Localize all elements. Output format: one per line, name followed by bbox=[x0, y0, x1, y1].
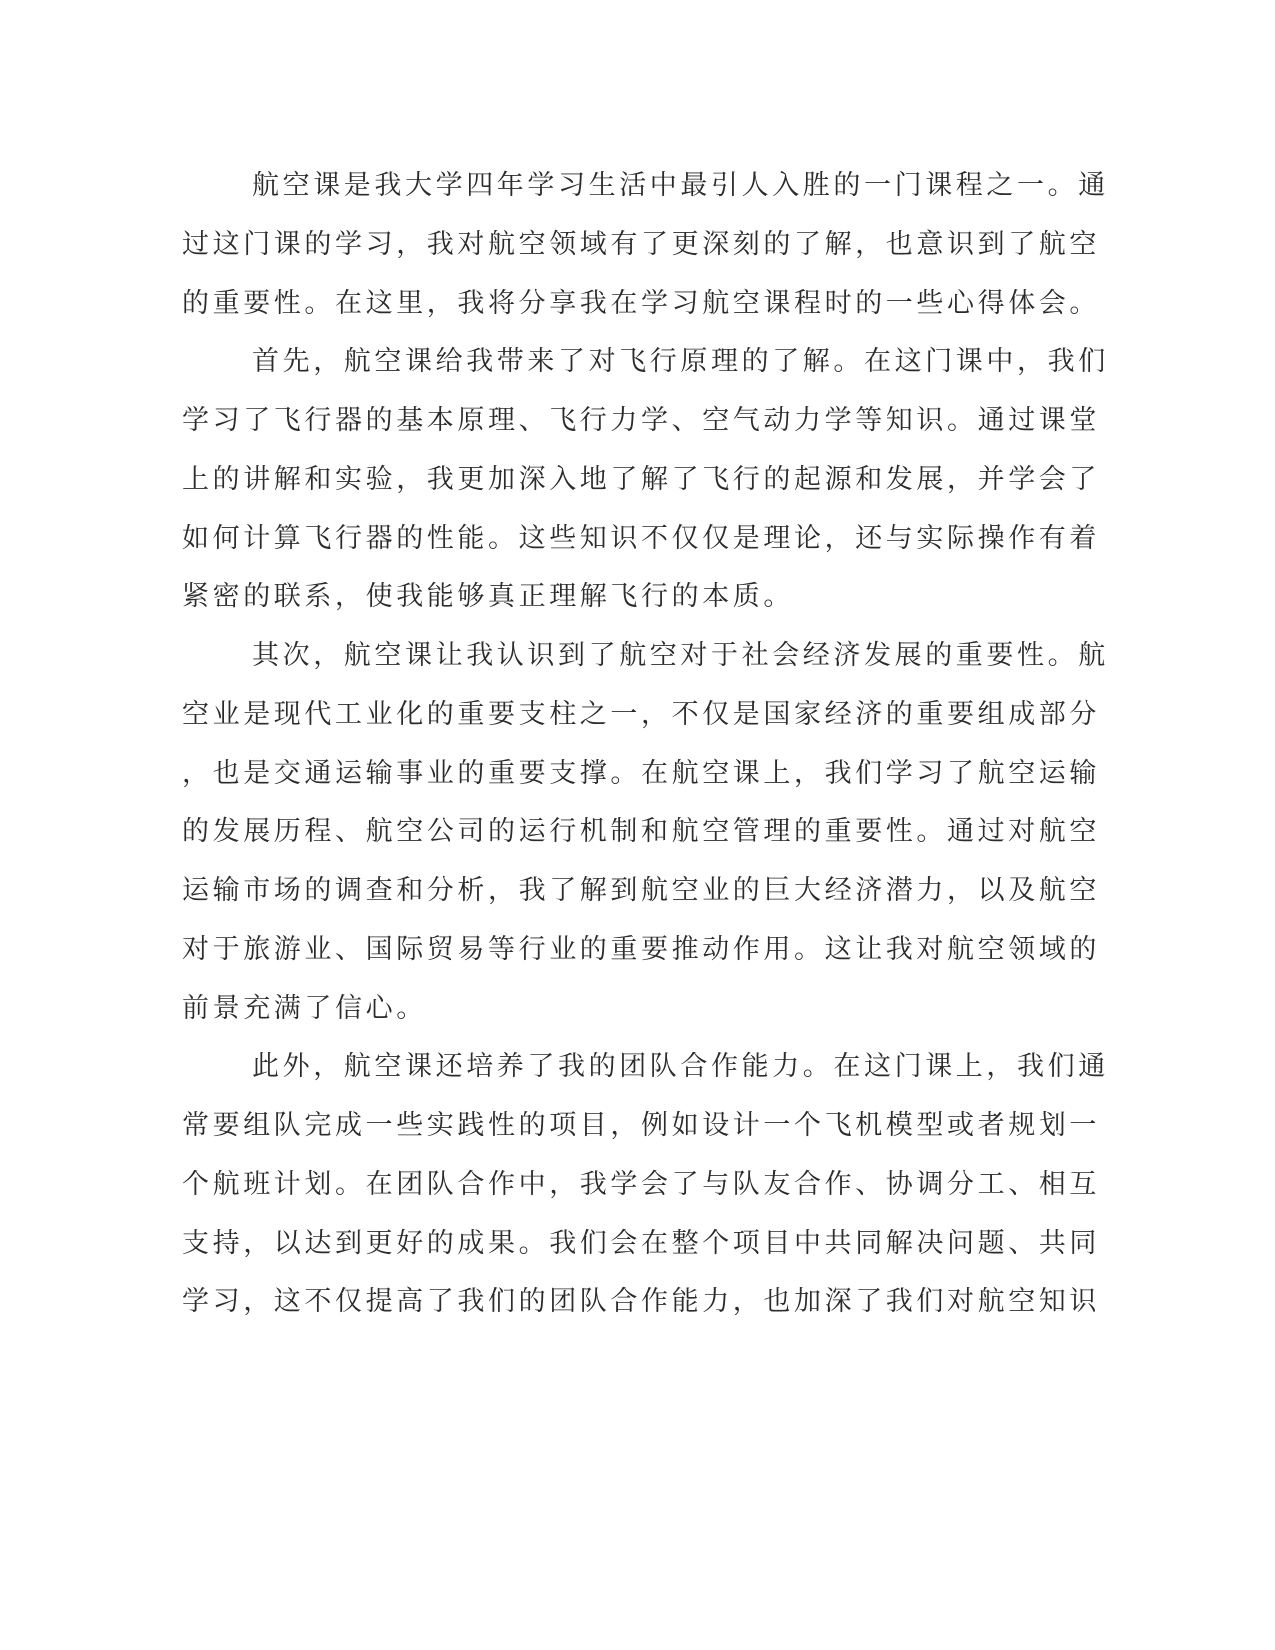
paragraph-3-line-4: 的发展历程、航空公司的运行机制和航空管理的重要性。通过对航空 bbox=[182, 816, 1100, 848]
paragraph-1-line-1: 航空课是我大学四年学习生活中最引人入胜的一门课程之一。通 bbox=[252, 170, 1109, 201]
paragraph-2-line-1: 首先，航空课给我带来了对飞行原理的了解。在这门课中，我们 bbox=[252, 346, 1109, 378]
paragraph-3-line-6: 对于旅游业、国际贸易等行业的重要推动作用。这让我对航空领域的 bbox=[182, 933, 1100, 965]
paragraph-4-line-3: 个航班计划。在团队合作中，我学会了与队友合作、协调分工、相互 bbox=[182, 1168, 1100, 1200]
paragraph-3-line-1: 其次，航空课让我认识到了航空对于社会经济发展的重要性。航 bbox=[252, 640, 1109, 671]
paragraph-4-line-4: 支持，以达到更好的成果。我们会在整个项目中共同解决问题、共同 bbox=[182, 1227, 1100, 1259]
paragraph-3-line-5: 运输市场的调查和分析，我了解到航空业的巨大经济潜力，以及航空 bbox=[182, 875, 1100, 906]
paragraph-3-line-7: 前景充满了信心。 bbox=[182, 992, 427, 1024]
paragraph-2-line-4: 如何计算飞行器的性能。这些知识不仅仅是理论，还与实际操作有着 bbox=[182, 522, 1100, 554]
paragraph-1-line-2: 过这门课的学习，我对航空领域有了更深刻的了解，也意识到了航空 bbox=[182, 228, 1100, 260]
paragraph-3-line-2: 空业是现代工业化的重要支柱之一，不仅是国家经济的重要组成部分 bbox=[182, 698, 1100, 730]
paragraph-3-line-3: ，也是交通运输事业的重要支撑。在航空课上，我们学习了航空运输 bbox=[182, 757, 1100, 789]
paragraph-4-line-5: 学习，这不仅提高了我们的团队合作能力，也加深了我们对航空知识 bbox=[182, 1286, 1100, 1318]
paragraph-2-line-2: 学习了飞行器的基本原理、飞行力学、空气动力学等知识。通过课堂 bbox=[182, 405, 1100, 436]
paragraph-4-line-1: 此外，航空课还培养了我的团队合作能力。在这门课上，我们通 bbox=[252, 1051, 1109, 1083]
paragraph-4-line-2: 常要组队完成一些实践性的项目，例如设计一个飞机模型或者规划一 bbox=[182, 1110, 1100, 1141]
paragraph-1-line-3: 的重要性。在这里，我将分享我在学习航空课程时的一些心得体会。 bbox=[182, 287, 1100, 319]
paragraph-2-line-5: 紧密的联系，使我能够真正理解飞行的本质。 bbox=[182, 581, 794, 613]
document-body bbox=[182, 157, 1109, 1332]
paragraph-2-line-3: 上的讲解和实验，我更加深入地了解了飞行的起源和发展，并学会了 bbox=[182, 463, 1100, 495]
